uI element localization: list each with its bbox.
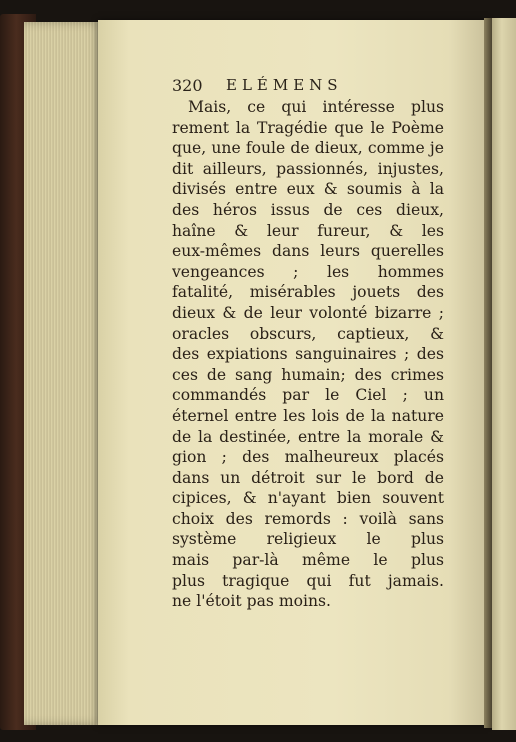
text-line: des expiations sanguinaires ; des <box>172 345 444 364</box>
text-line: ne l'étoit pas moins. <box>172 592 331 611</box>
text-line: que, une foule de dieux, comme je <box>172 139 444 158</box>
text-line: dans un détroit sur le bord de <box>172 468 444 487</box>
running-title: ELÉMENS <box>226 76 343 94</box>
body-text <box>172 97 444 612</box>
text-line: Mais, ce qui intéresse plus <box>188 98 444 116</box>
page-stack-edges <box>24 22 104 725</box>
text-line: des héros issus de ces dieux, <box>172 200 444 219</box>
text-line: système religieux le plus <box>172 530 444 549</box>
facing-page-edge <box>492 18 516 730</box>
text-line: cipices, & n'ayant bien souvent <box>172 489 444 508</box>
text-line: vengeances ; les hommes <box>172 262 444 281</box>
text-line: commandés par le Ciel ; un <box>172 386 444 405</box>
page-header <box>172 76 432 98</box>
text-line: haîne & leur fureur, & les <box>172 221 444 240</box>
text-line: dit ailleurs, passionnés, injustes, <box>172 159 444 178</box>
text-line: fatalité, misérables jouets des <box>172 283 444 302</box>
page-number: 320 <box>172 76 203 95</box>
text-line: divisés entre eux & soumis à la <box>172 180 444 199</box>
text-line: rement la Tragédie que le Poème <box>172 118 444 137</box>
text-line: plus tragique qui fut jamais. <box>172 571 444 590</box>
text-line: dieux & de leur volonté bizarre ; <box>172 303 444 322</box>
text-line: de la destinée, entre la morale & <box>172 427 444 446</box>
text-line: ces de sang humain; des crimes <box>172 365 444 384</box>
text-line: eux-mêmes dans leurs querelles <box>172 242 444 261</box>
text-line: mais par-là même le plus <box>172 551 444 570</box>
text-line: gion ; des malheureux placés <box>172 448 444 467</box>
text-line: éternel entre les lois de la nature <box>172 406 444 425</box>
text-line: choix des remords : voilà sans <box>172 509 444 528</box>
text-line: oracles obscurs, captieux, & <box>172 324 444 343</box>
